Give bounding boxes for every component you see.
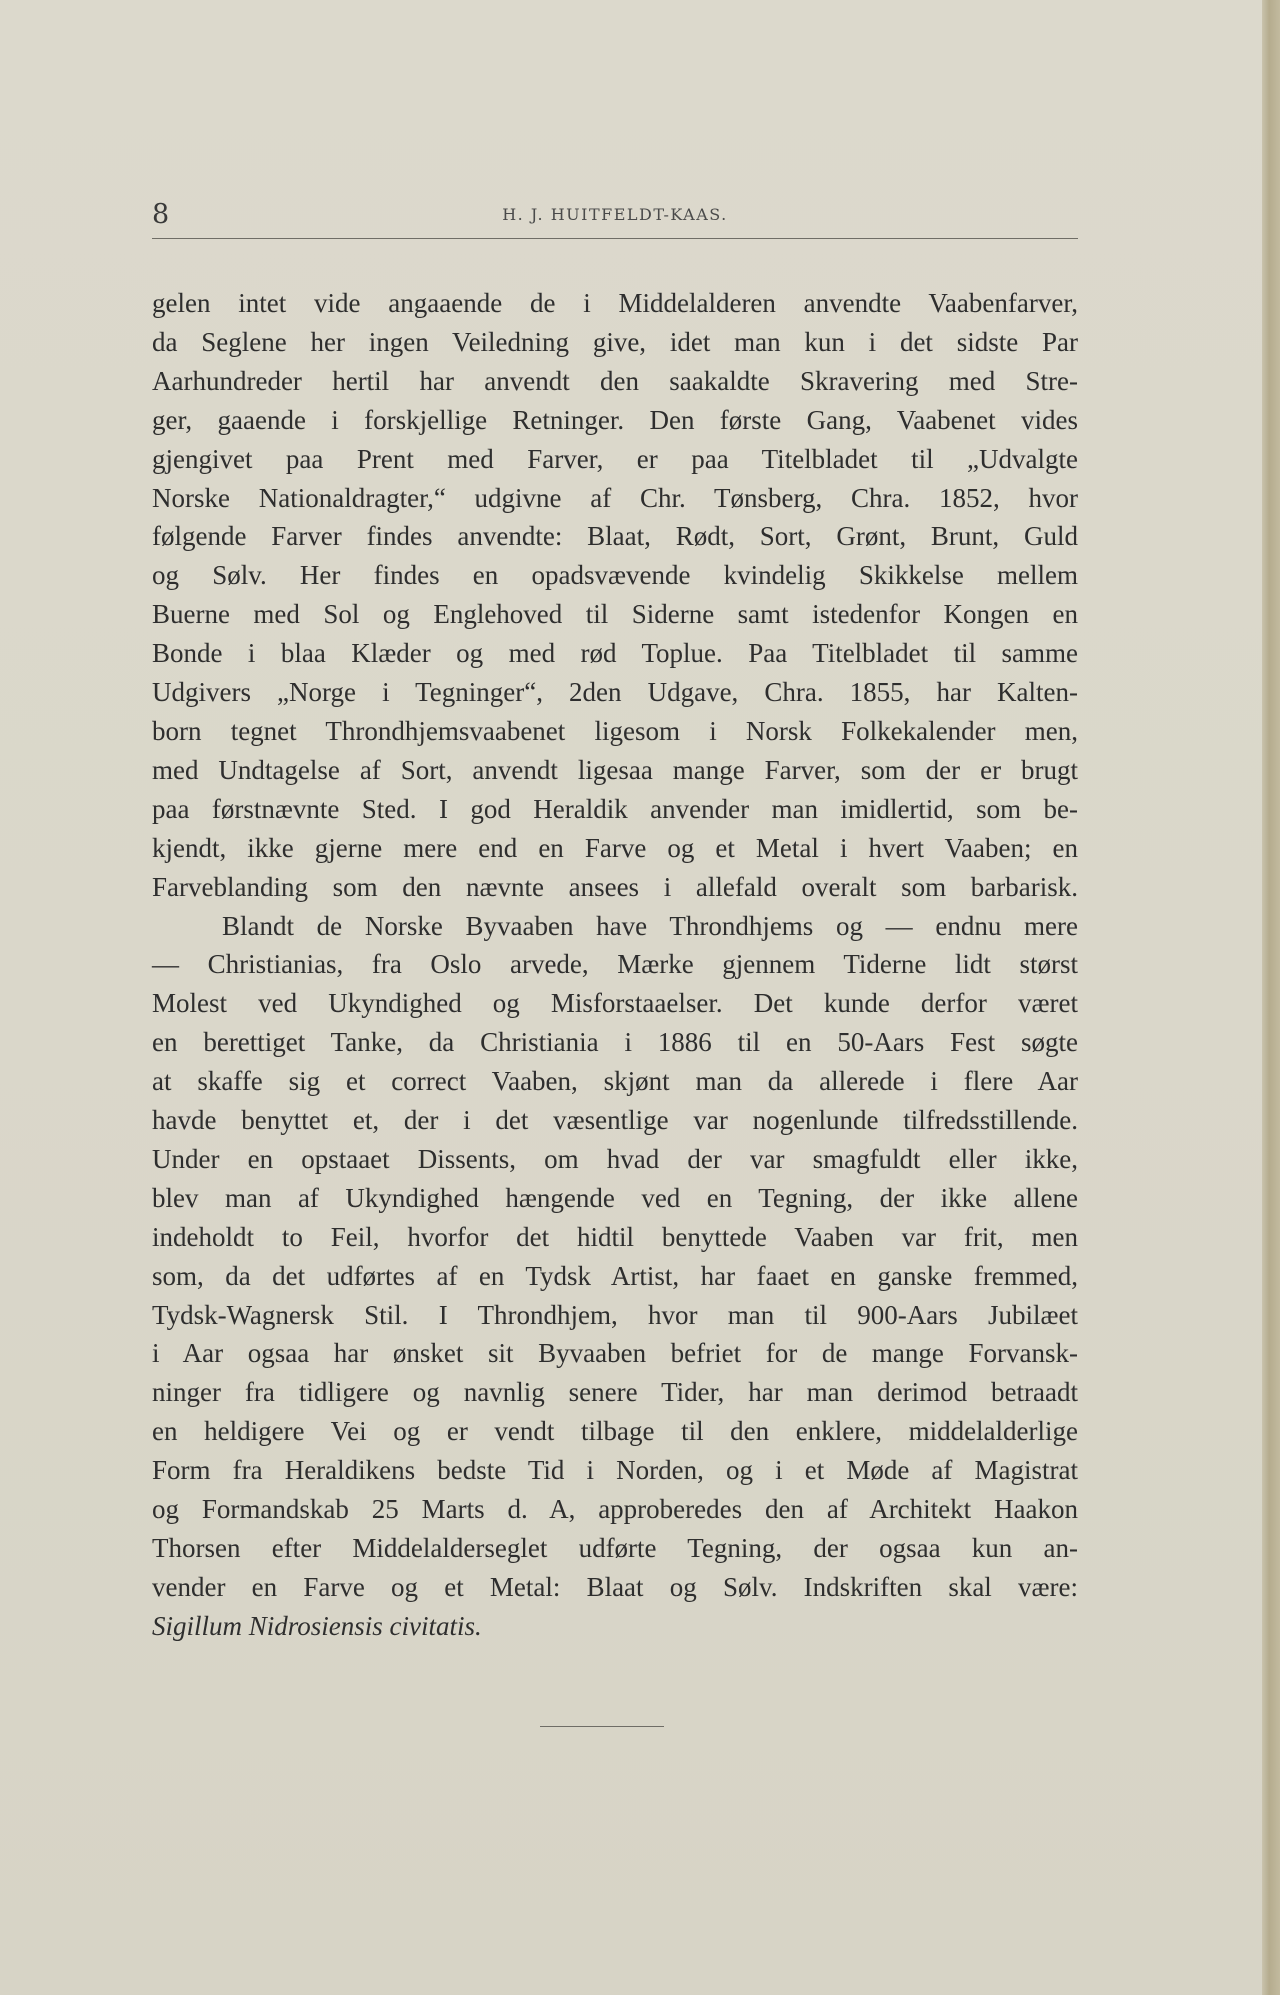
text-line: som, da det udførtes af en Tydsk Artist, har faaet en ganske fremmed,	[152, 1260, 1078, 1291]
text-line: vender en Farve og et Metal: Blaat og Sølv. Indskriften skal være:	[152, 1571, 1078, 1602]
paragraph-2	[152, 907, 1078, 1646]
text-line: paa førstnævnte Sted. I god Heraldik anvender man imidlertid, som be-	[152, 793, 1078, 824]
text-line: ger, gaaende i forskjellige Retninger. Den første Gang, Vaabenet vides	[152, 404, 1078, 435]
text-line: da Seglene her ingen Veiledning give, idet man kun i det sidste Par	[152, 326, 1078, 357]
text-line: at skaffe sig et correct Vaaben, skjønt man da allerede i flere Aar	[152, 1066, 1078, 1097]
body-text	[152, 284, 1078, 1646]
text-line: Aarhundreder hertil har anvendt den saakaldte Skravering med Stre-	[152, 365, 1078, 396]
text-line: born tegnet Throndhjemsvaabenet ligesom i Norsk Folkekalender men,	[152, 715, 1078, 746]
text-line: indeholdt to Feil, hvorfor det hidtil benyttede Vaaben var frit, men	[152, 1221, 1078, 1252]
page-edge	[1262, 0, 1280, 1995]
text-line: og Formandskab 25 Marts d. A, approberedes den af Architekt Haakon	[152, 1494, 1078, 1525]
text-line: Tydsk-Wagnersk Stil. I Throndhjem, hvor man til 900-Aars Jubilæet	[152, 1299, 1078, 1330]
text-line: gjengivet paa Prent med Farver, er paa Titelbladet til „Udvalgte	[152, 443, 1078, 474]
page-number: 8	[152, 199, 170, 230]
text-line: Udgivers „Norge i Tegninger“, 2den Udgave, Chra. 1855, har Kalten-	[152, 677, 1078, 708]
page-header	[152, 198, 1078, 232]
text-line: gelen intet vide angaaende de i Middelalderen anvendte Vaabenfarver,	[152, 288, 1078, 318]
text-line: følgende Farver findes anvendte: Blaat, Rødt, Sort, Grønt, Brunt, Guld	[152, 521, 1078, 552]
text-line: en heldigere Vei og er vendt tilbage til den enklere, middelalderlige	[152, 1416, 1078, 1447]
text-line: Bonde i blaa Klæder og med rød Toplue. Paa Titelbladet til samme	[152, 638, 1078, 669]
text-line: og Sølv. Her findes en opadsvævende kvindelig Skikkelse mellem	[152, 560, 1078, 591]
text-line: Under en opstaaet Dissents, om hvad der var smagfuldt eller ikke,	[152, 1143, 1078, 1174]
text-line: blev man af Ukyndighed hængende ved en Tegning, der ikke allene	[152, 1182, 1078, 1213]
text-line: i Aar ogsaa har ønsket sit Byvaaben befriet for de mange Forvansk-	[152, 1338, 1078, 1369]
text-line: Norske Nationaldragter,“ udgivne af Chr. Tønsberg, Chra. 1852, hvor	[152, 482, 1078, 513]
text-line: Farveblanding som den nævnte ansees i allefald overalt som barbarisk.	[152, 871, 1078, 902]
text-line: havde benyttet et, der i det væsentlige var nogenlunde tilfredsstillende.	[152, 1105, 1078, 1136]
text-line: Buerne med Sol og Englehoved til Siderne samt istedenfor Kongen en	[152, 599, 1078, 630]
text-line: Molest ved Ukyndighed og Misforstaaelser. Det kunde derfor været	[152, 988, 1078, 1019]
text-line: kjendt, ikke gjerne mere end en Farve og et Metal i hvert Vaaben; en	[152, 832, 1078, 863]
text-line: Blandt de Norske Byvaaben have Throndhjems og — endnu mere	[222, 910, 1078, 941]
end-rule	[540, 1726, 664, 1727]
paragraph-1	[152, 284, 1078, 907]
text-line: en berettiget Tanke, da Christiania i 1886 til en 50-Aars Fest søgte	[152, 1027, 1078, 1058]
running-head: H. J. HUITFELDT-KAAS.	[502, 205, 728, 224]
text-line: ninger fra tidligere og navnlig senere Tider, har man derimod betraadt	[152, 1377, 1078, 1408]
inscription-text: Sigillum Nidrosiensis civitatis.	[152, 1610, 482, 1641]
text-line: — Christianias, fra Oslo arvede, Mærke gjennem Tiderne lidt størst	[152, 949, 1078, 980]
text-line: Thorsen efter Middelalderseglet udførte Tegning, der ogsaa kun an-	[152, 1533, 1078, 1563]
header-rule	[152, 238, 1078, 239]
text-line: Form fra Heraldikens bedste Tid i Norden, og i et Møde af Magistrat	[152, 1455, 1078, 1486]
text-line: med Undtagelse af Sort, anvendt ligesaa mange Farver, som der er brugt	[152, 754, 1078, 785]
